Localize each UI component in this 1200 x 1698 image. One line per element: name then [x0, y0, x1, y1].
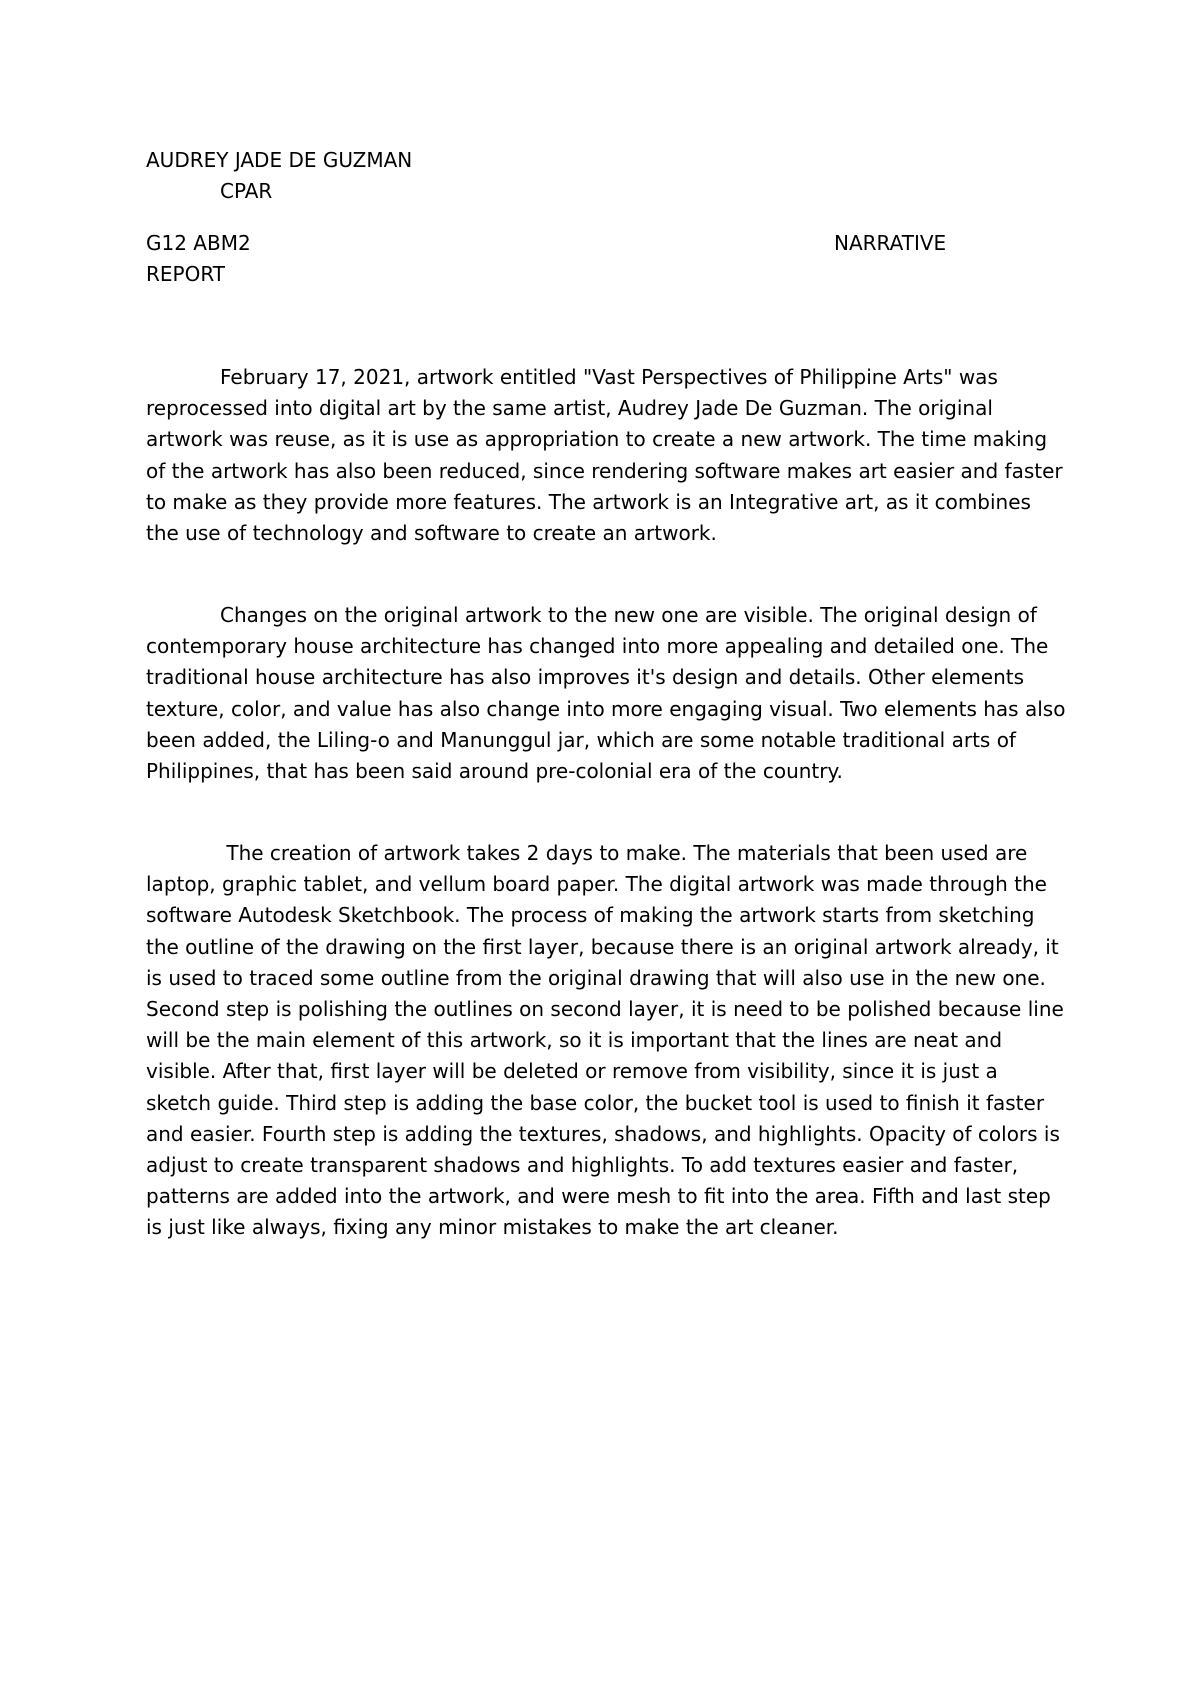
paragraph-2 — [146, 600, 1066, 787]
paragraph-1 — [146, 362, 1066, 549]
section-label: G12 ABM2 — [146, 231, 251, 255]
author-name: AUDREY JADE DE GUZMAN — [146, 148, 413, 172]
subject-label: CPAR — [220, 179, 273, 203]
report-type-label: NARRATIVE — [834, 231, 947, 255]
paragraph-3-text: The creation of artwork takes 2 days to make. The materials that been used are laptop, graphic tablet, and vellum board paper. The digital artwork was made through the software Autodesk Sketchbook. The process of making the artwork starts from sketching the outline of the drawing on the first layer, because there is an original artwork already, it is used to traced some outline from the original drawing that will also use in the new one. Second step is polishing the outlines on second layer, it is need to be polished because line will be the main element of this artwork, so it is important that the lines are neat and visible. After that, first layer will be deleted or remove from visibility, since it is just a sketch guide. Third step is adding the base color, the bucket tool is used to finish it faster and easier. Fourth step is adding the textures, shadows, and highlights. Opacity of colors is adjust to create transparent shadows and highlights. To add textures easier and faster, patterns are added into the artwork, and were mesh to fit into the area. Fifth and last step is just like always, fixing any minor mistakes to make the art cleaner. — [146, 841, 1064, 1240]
paragraph-2-text: Changes on the original artwork to the new one are visible. The original design of contemporary house architecture has changed into more appealing and detailed one. The traditional house architecture has also improves it's design and details. Other elements texture, color, and value has also change into more engaging visual. Two elements has also been added, the Liling-o and Manunggul jar, which are some notable traditional arts of Philippines, that has been said around pre-colonial era of the country. — [146, 603, 1066, 784]
report-type-continuation: REPORT — [146, 262, 225, 286]
paragraph-1-text: February 17, 2021, artwork entitled "Vast Perspectives of Philippine Arts" was reprocessed into digital art by the same artist, Audrey Jade De Guzman. The original artwork was reuse, as it is use as appropriation to create a new artwork. The time making of the artwork has also been reduced, since rendering software makes art easier and faster to make as they provide more features. The artwork is an Integrative art, as it combines the use of technology and software to create an artwork. — [146, 365, 1063, 546]
paragraph-3 — [146, 838, 1066, 1244]
